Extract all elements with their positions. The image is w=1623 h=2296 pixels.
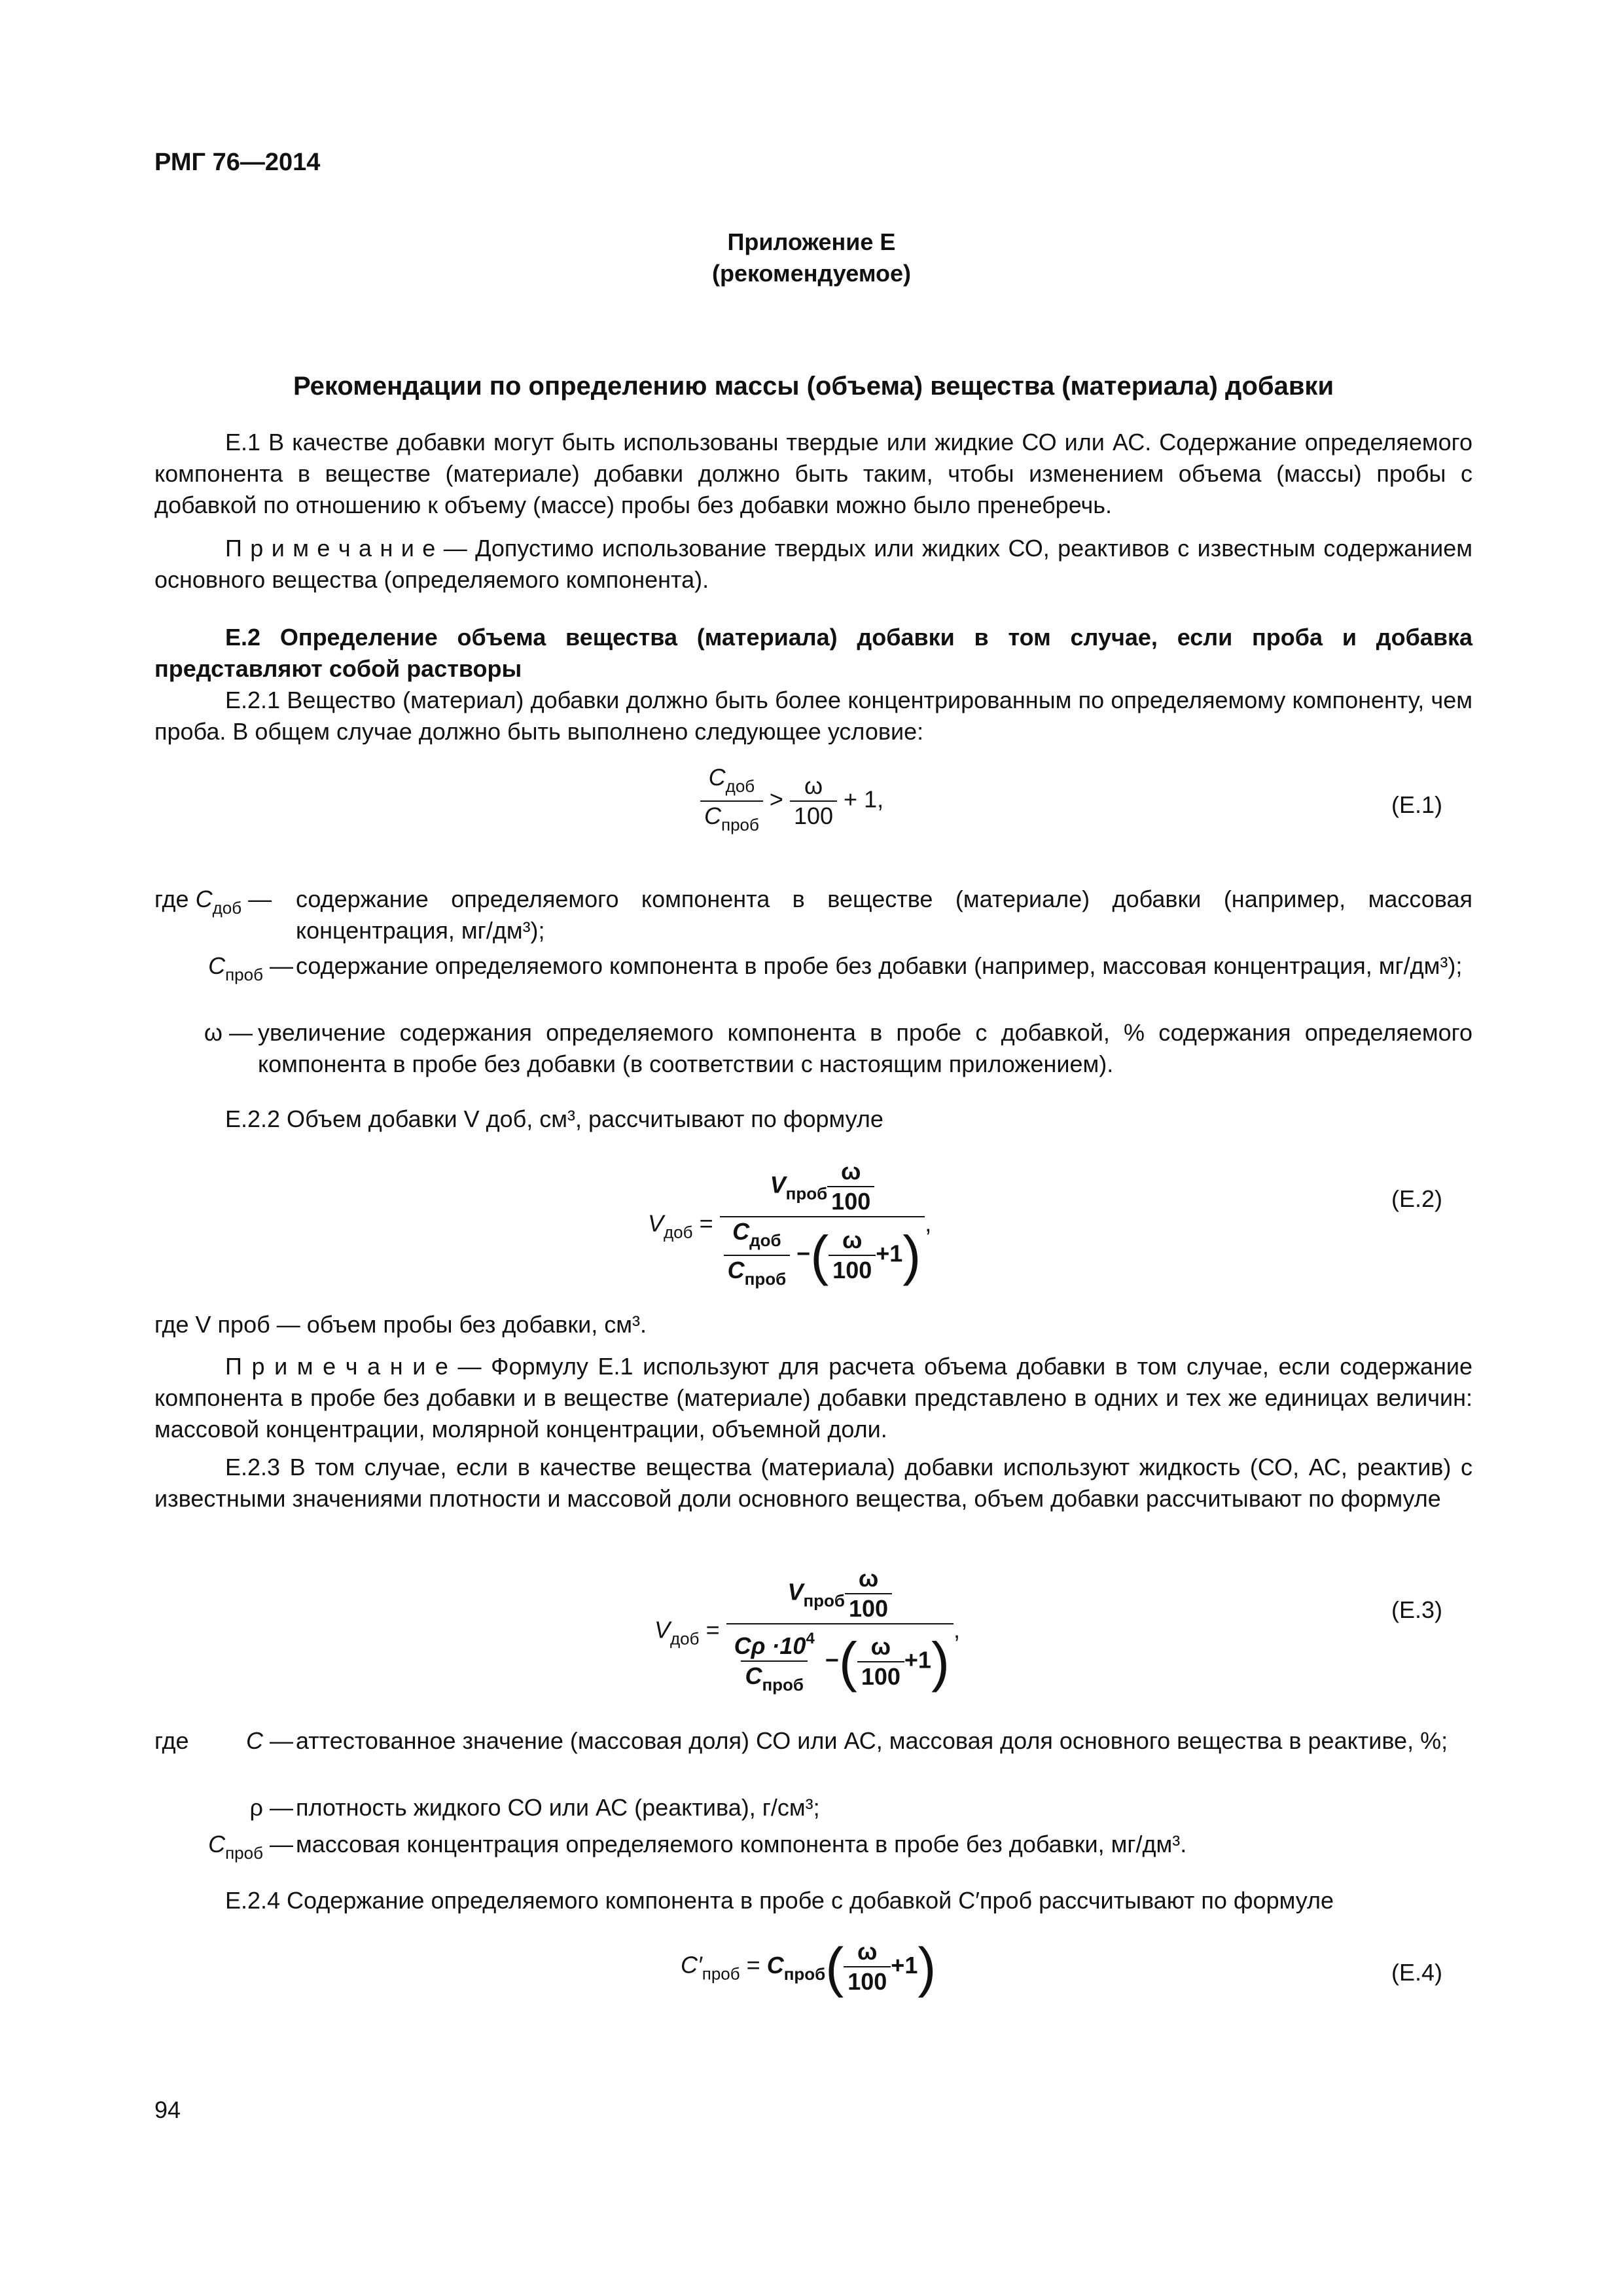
note-text: — Формулу Е.1 используют для расчета объема добавки в том случае, если содержание компонента в пробе без добавки и в веществе (материале) добавки представлено в одних и тех же единицах величин: массовой концентрации, молярной концентрации, объемной доли. <box>154 1353 1472 1443</box>
omega-fraction: $\frac{\omega}{100}$ <box>790 772 837 831</box>
paragraph-e24: Е.2.4 Содержание определяемого компонента в пробе с добавкой C′проб рассчитывают по формуле <box>225 1887 1334 1914</box>
main-fraction: $V_{проб}$ $\frac{\omega}{100}$ $\frac{C_{доб}}{C_{проб}}$ −( $\frac{\omega}{100}$ +1) <box>720 1157 925 1293</box>
page-number: 94 <box>154 2096 181 2123</box>
equation-label-e4: (Е.4) <box>1391 1959 1443 1986</box>
equation-label-e2: (Е.2) <box>1391 1185 1443 1212</box>
paragraph-e22: Е.2.2 Объем добавки V доб, см³, рассчитывают по формуле <box>225 1105 883 1132</box>
paragraph-e1: Е.1 В качестве добавки могут быть использованы твердые или жидкие СО или АС. Содержание определяемого компонента в веществе (материале) добавки должно быть таким, чтобы изменением объема (массы) пробы с добавкой по отношению к объему (массе) пробы без добавки можно было пренебречь. <box>154 429 1472 518</box>
appendix-title: Приложение Е <box>727 228 896 255</box>
main-fraction: $V_{проб}$ $\frac{\omega}{100}$ $\frac{C\rho \cdot 10^4}{C_{проб}}$ −( $\frac{\omega}{100}$ +1) <box>726 1564 954 1699</box>
note-text: — Допустимо использование твердых или жидких СО, реактивов с известным содержанием основного вещества (определяемого компонента). <box>154 535 1472 593</box>
document-page: РМГ 76—2014 Приложение Е (рекомендуемое) Рекомендации по определению массы (объема) вещества (материала) добавки Е.1 В качестве добавки могут быть использованы твердые или жидкие СО или АС. Содержание определяемого компонента в веществе (материале) добавки должно быть таким, чтобы изменением объема (массы) пробы с добавкой по отношению к объему (массе) пробы без добавки можно было пренебречь. П р и м е ч а н и е — Допустимо использование твердых или жидких СО, реактивов с известным содержанием основного вещества (определяемого компонента). Е.2 Определение объема вещества (материала) добавки в том случае, если проба и добавка представляют собой растворы Е.2.1 Вещество (материал) добавки должно быть более концентрированным по определяемому компоненту, чем проба. В общем случае должно быть выполнено следующее условие: $\frac{C_{доб}}{C_{проб}}$ > $\frac{\omega}{100}$ + 1, (Е.1) где $C_{доб}$ — содержание определяемого компонента в веществе (материале) добавки (например, массовая концентрация, мг/дм³); $C_{проб}$ — содержание определяемого компонента в пробе без добавки (например, массовая концентрация, мг/дм³); ω — увеличение содержания определяемого компонента в пробе с добавкой, % содержания определяемого компонента в пробе без добавки (в соответствии с настоящим приложением). Е.2.2 Объем добавки V доб, см³, рассчитывают по формуле $V_{доб}$ = $V_{проб}$ $\frac{\omega}{100}$ $\frac{C_{доб}}{C_{проб}}$ −( $\frac{\omega}{100}$ +1) , (Е.2) где V проб — объем пробы без добавки, см³. П р и м е ч а н и е — Формулу Е.1 используют для расчета объема добавки в том случае, если содержание компонента в пробе без добавки и в веществе (материале) добавки представлено в одних и тех же единицах величин: массовой концентрации, молярной концентрации, объемной доли. Е.2.3 В том случае, если в качестве вещества (материала) добавки используют жидкость (СО, АС, реактив) с известными значениями плотности и массовой доли основного вещества, объем добавки рассчитывают по формуле $V_{доб}$ = $V_{проб}$ $\frac{\omega}{100}$ $\frac{C\rho \cdot 10^4}{C_{проб}}$ −( $\frac{\omega}{100}$ +1) , (Е.3) где C — аттестованное значение (массовая доля) СО или АС, массовая доля основного вещества в реактиве, %; ρ — плотность жидкого СО или АС (реактива), г/см³; $C_{проб}$ — массовая концентрация определяемого компонента в пробе без добавки, мг/дм³. Е.2.4 Содержание определяемого компонента в пробе с добавкой C′проб рассчитывают по формуле $C'_{проб} = C_{проб}$( $\frac{\omega}{100}$ +1) (Е.4) 94 <box>0 0 1623 2296</box>
paragraph-e21: Е.2.1 Вещество (материал) добавки должно быть более концентрированным по определяемому компоненту, чем проба. В общем случае должно быть выполнено следующее условие: <box>154 687 1472 745</box>
formula-e1: $\frac{C_{доб}}{C_{проб}}$ > $\frac{\omega}{100}$ + 1, <box>700 763 883 839</box>
formula-e4: $C'_{проб} = C_{проб}$( $\frac{\omega}{100}$ +1) <box>681 1936 936 1998</box>
equation-label-e3: (Е.3) <box>1391 1596 1443 1623</box>
note-label: П р и м е ч а н и е <box>225 1353 448 1380</box>
appendix-subtitle: (рекомендуемое) <box>712 260 911 287</box>
note-1 <box>154 533 1472 596</box>
equation-label-e1: (Е.1) <box>1391 791 1443 818</box>
section-title: Рекомендации по определению массы (объема) вещества (материала) добавки <box>293 372 1334 401</box>
note-2 <box>154 1351 1472 1445</box>
definition-v-prob: где V проб — объем пробы без добавки, см³. <box>154 1311 647 1338</box>
formula-e2: $V_{доб}$ = $V_{проб}$ $\frac{\omega}{100}$ $\frac{C_{доб}}{C_{проб}}$ −( $\frac{\omega}{100}$ +1) , <box>648 1157 931 1293</box>
formula-e3: $V_{доб}$ = $V_{проб}$ $\frac{\omega}{100}$ $\frac{C\rho \cdot 10^4}{C_{проб}}$ −( $\frac{\omega}{100}$ +1) , <box>654 1564 960 1699</box>
heading-e2: Е.2 Определение объема вещества (материала) добавки в том случае, если проба и добавка представляют собой растворы <box>154 624 1472 682</box>
paragraph-e23: Е.2.3 В том случае, если в качестве вещества (материала) добавки используют жидкость (СО, АС, реактив) с известными значениями плотности и массовой доли основного вещества, объем добавки рассчитывают по формуле <box>154 1454 1472 1512</box>
document-header: РМГ 76—2014 <box>154 149 321 176</box>
note-label: П р и м е ч а н и е <box>225 535 436 562</box>
ratio-fraction: $\frac{C_{доб}}{C_{проб}}$ <box>700 763 763 839</box>
